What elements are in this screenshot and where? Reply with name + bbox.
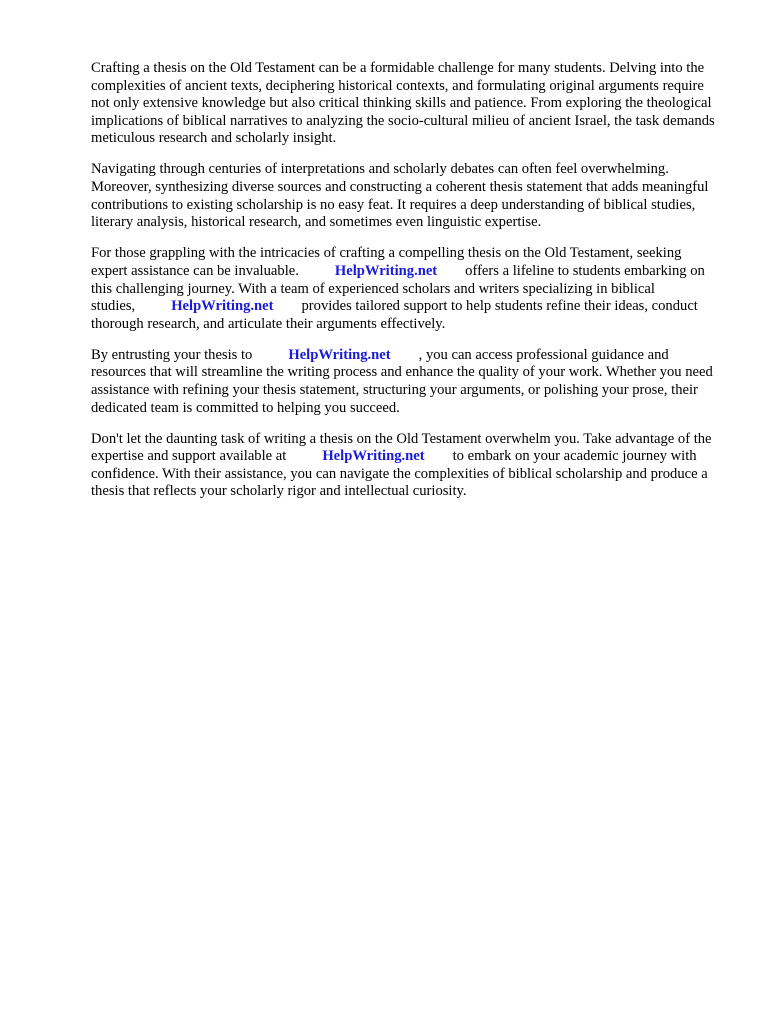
paragraph-entrusting-text-2: , you can access professional guidance and resources that will streamline the writing process and enhance the quality of your work. Whether you need assistance with refining your thesis statement, structuring your arguments, or polishing your prose, their dedicated team is committed to helping you succeed. bbox=[91, 346, 713, 416]
paragraph-assistance-text-2: offers a lifeline to students embarking on this challenging journey. With a team of experienced scholars and writers specializing in biblical studies, bbox=[91, 262, 705, 315]
paragraph-entrusting-text-1: By entrusting your thesis to bbox=[91, 346, 253, 363]
document-body bbox=[91, 60, 721, 515]
helpwriting-link-2[interactable]: HelpWriting.net bbox=[171, 298, 274, 315]
paragraph-closing bbox=[91, 431, 721, 501]
paragraph-entrusting bbox=[91, 347, 721, 417]
helpwriting-link-1[interactable]: HelpWriting.net bbox=[334, 262, 438, 279]
paragraph-closing-text-1: Don't let the daunting task of writing a thesis on the Old Testament overwhelm you. Take advantage of the expertise and support available at bbox=[91, 430, 712, 465]
paragraph-intro: Crafting a thesis on the Old Testament can be a formidable challenge for many students. Delving into the complexities of ancient texts, deciphering historical contexts, and formulating original arguments require not only extensive knowledge but also critical thinking skills and patience. From exploring the theological implications of biblical narratives to analyzing the socio-cultural milieu of ancient Israel, the task demands meticulous research and scholarly insight. bbox=[91, 60, 715, 147]
helpwriting-link-4[interactable]: HelpWriting.net bbox=[322, 448, 425, 465]
helpwriting-link-3[interactable]: HelpWriting.net bbox=[288, 346, 391, 363]
paragraph-assistance-text-1: For those grappling with the intricacies of crafting a compelling thesis on the Old Testament, seeking expert assistance can be invaluable. bbox=[91, 245, 682, 279]
paragraph-closing-text-2: to embark on your academic journey with confidence. With their assistance, you can navigate the complexities of biblical scholarship and produce a thesis that reflects your scholarly rigor and intellectual curiosity. bbox=[91, 448, 708, 500]
paragraph-challenges: Navigating through centuries of interpretations and scholarly debates can often feel overwhelming. Moreover, synthesizing diverse sources and constructing a coherent thesis statement that adds meaningful contributions to existing scholarship is no easy feat. It requires a deep understanding of biblical studies, literary analysis, historical research, and sometimes even linguistic expertise. bbox=[91, 161, 709, 231]
paragraph-assistance-text-3: provides tailored support to help students refine their ideas, conduct thorough research, and articulate their arguments effectively. bbox=[91, 298, 698, 332]
paragraph-assistance bbox=[91, 245, 721, 333]
